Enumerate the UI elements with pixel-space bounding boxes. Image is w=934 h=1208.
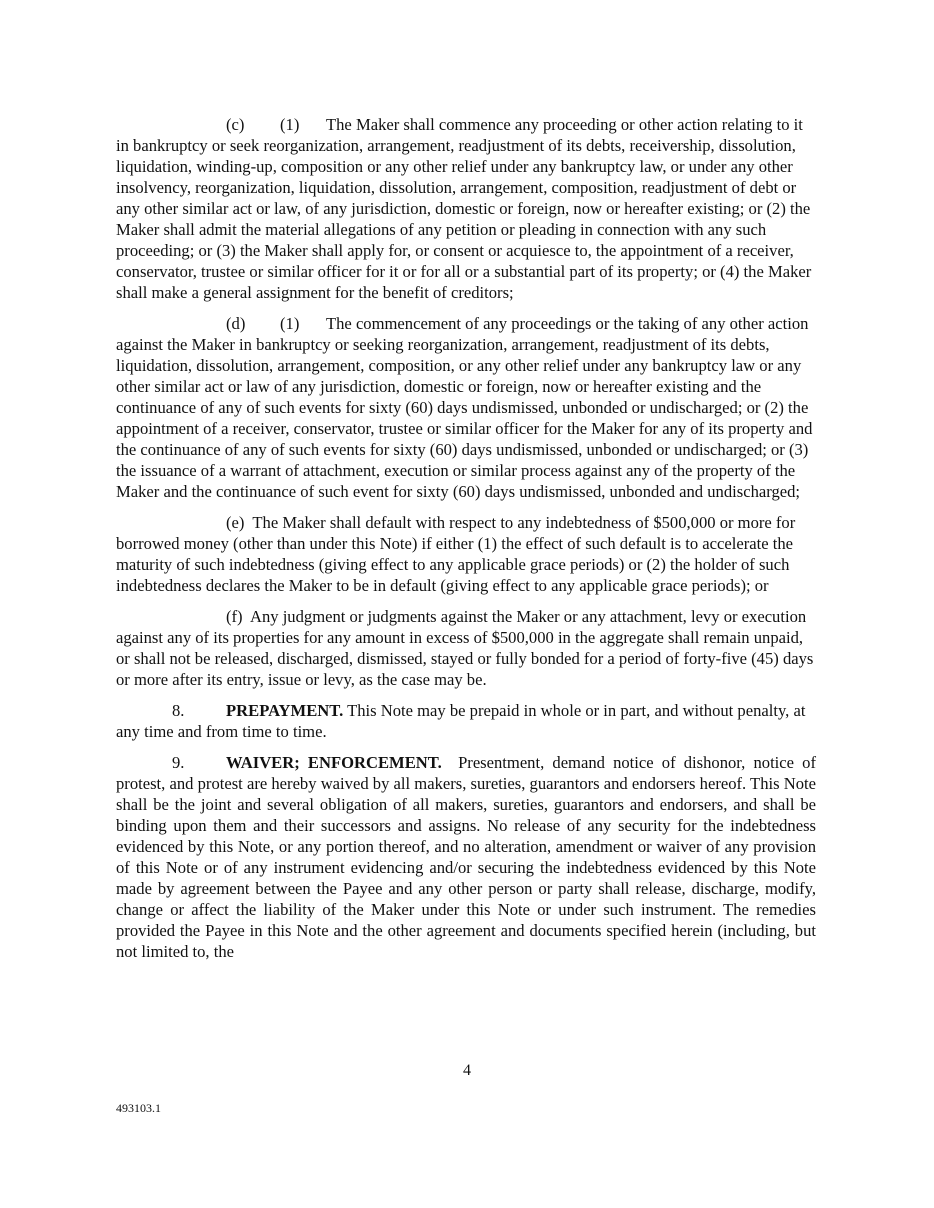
paragraph-e-text: The Maker shall default with respect to any indebtedness of $500,000 or more for borrowed money (other than under this Note) if either (1) the effect of such default is to accelerate the maturity of such indebtedness (giving effect to any applicable grace periods) or (2) the holder of such indebtedness declares the Maker to be in default (giving effect to any applicable grace periods); or xyxy=(116,513,796,595)
section-8-heading: PREPAYMENT. xyxy=(226,701,344,720)
paragraph-f xyxy=(116,606,816,690)
document-id: 493103.1 xyxy=(116,1101,161,1115)
section-9-heading: WAIVER; ENFORCEMENT. xyxy=(226,753,442,772)
paragraph-d-num: (1) xyxy=(280,314,300,333)
paragraph-d-text: The commencement of any proceedings or the taking of any other action against the Maker in bankruptcy or seeking reorganization, arrangement, readjustment of its debts, liquidation, dissolution, arrangement, composition, or any other relief under any bankruptcy law or any other similar act or law of any jurisdiction, domestic or foreign, now or hereafter existing and the continuance of any of such events for sixty (60) days undismissed, unbonded or undischarged; or (2) the appointment of a receiver, conservator, trustee or similar officer for the Maker for any of its property and the continuance of any of such events for sixty (60) days undismissed, unbonded or undischarged; or (3) the issuance of a warrant of attachment, execution or similar process against any of the property of the Maker and the continuance of such event for sixty (60) days undismissed, unbonded and undischarged; xyxy=(116,314,813,501)
paragraph-c xyxy=(116,114,816,303)
paragraph-c-text: The Maker shall commence any proceeding or other action relating to it in bankruptcy or seek reorganization, arrangement, readjustment of its debts, receivership, dissolution, liquidation, winding-up, composition or any other relief under any bankruptcy law, or under any other insolvency, reorganization, liquidation, dissolution, arrangement, composition, readjustment of debt or any other similar act or law, of any jurisdiction, domestic or foreign, now or hereafter existing; or (2) the Maker shall admit the material allegations of any petition or pleading in connection with any such proceeding; or (3) the Maker shall apply for, or consent or acquiesce to, the appointment of a receiver, conservator, trustee or similar officer for it or for all or a substantial part of its property; or (4) the Maker shall make a general assignment for the benefit of creditors; xyxy=(116,115,812,302)
section-8-text: This Note may be prepaid in whole or in part, and without penalty, at any time and from time to time. xyxy=(116,701,806,741)
page-number: 4 xyxy=(463,1062,471,1079)
section-9-number: 9. xyxy=(172,753,185,772)
section-8 xyxy=(116,700,816,742)
section-8-number: 8. xyxy=(172,701,185,720)
paragraph-f-text: Any judgment or judgments against the Maker or any attachment, levy or execution against any of its properties for any amount in excess of $500,000 in the aggregate shall remain unpaid, or shall not be released, discharged, dismissed, stayed or fully bonded for a period of forty-five (45) days or more after its entry, issue or levy, as the case may be. xyxy=(116,607,814,689)
paragraph-e xyxy=(116,512,816,596)
paragraph-f-label: (f) xyxy=(226,607,243,626)
paragraph-e-label: (e) xyxy=(226,513,245,532)
paragraph-c-num: (1) xyxy=(280,115,300,134)
paragraph-c-label: (c) xyxy=(226,115,245,134)
document-page xyxy=(116,114,816,972)
paragraph-d-label: (d) xyxy=(226,314,246,333)
section-9 xyxy=(116,752,816,962)
section-9-text: Presentment, demand notice of dishonor, notice of protest, and protest are hereby waived by all makers, sureties, guarantors and endorsers hereof. This Note shall be the joint and several obligation of all makers, sureties, guarantors and endorsers, and shall be binding upon them and their successors and assigns. No release of any security for the indebtedness evidenced by this Note, or any portion thereof, and no alteration, amendment or waiver of any provision of this Note or of any instrument evidencing and/or securing the indebtedness evidenced by this Note made by agreement between the Payee and any other person or party shall release, discharge, modify, change or affect the liability of the Maker under this Note or under such instrument. The remedies provided the Payee in this Note and the other agreement and documents specified herein (including, but not limited to, the xyxy=(116,753,816,961)
paragraph-d xyxy=(116,313,816,502)
